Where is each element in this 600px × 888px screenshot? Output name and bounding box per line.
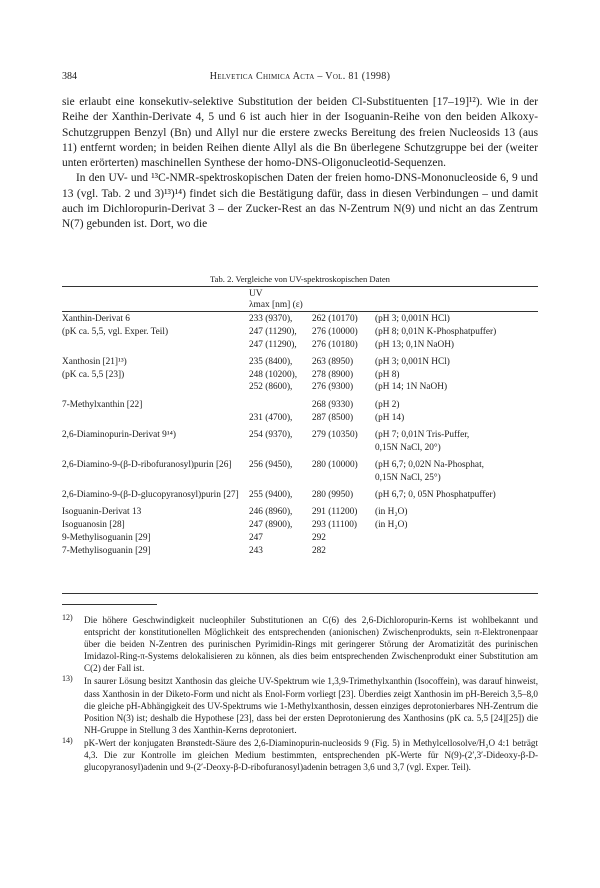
table-cell-c0: 2,6-Diaminopurin-Derivat 9¹⁴) xyxy=(62,429,176,440)
table-cell-c1: 247 (11290), xyxy=(249,326,297,337)
table-cell-c1: 256 (9450), xyxy=(249,459,293,470)
table-cell-c1: 247 xyxy=(249,532,263,543)
table-row xyxy=(62,394,538,411)
table-row xyxy=(62,472,538,485)
table-cell-c0 xyxy=(62,381,249,394)
table-cell-c3: 0,15N NaCl, 20°) xyxy=(375,442,441,453)
table-cell-c0: 2,6-Diamino-9-(β-D-ribofuranosyl)purin [26] xyxy=(62,459,232,470)
table-cell-c2: 268 (9330) xyxy=(312,399,354,410)
table-cell-c3: (pH 3; 0,001N HCl) xyxy=(375,356,450,367)
journal-title: Helvetica Chimica Acta – Vol. 81 (1998) xyxy=(209,71,391,82)
table-cell-c1: 254 (9370), xyxy=(249,429,293,440)
footnote-number: 12) xyxy=(62,613,73,622)
table-cell-c0 xyxy=(62,472,249,485)
table-cell-c3: (in H₂O) xyxy=(375,520,408,531)
table-cell-c1: 235 (8400), xyxy=(249,356,293,367)
table-caption: Tab. 2. Vergleiche von UV-spektroskopischen Daten xyxy=(210,274,390,284)
table-head-rule xyxy=(62,311,538,312)
table-cell-c2: 292 xyxy=(312,532,326,543)
table-cell-c3: (pH 3; 0,001N HCl) xyxy=(375,314,450,324)
table-cell-c1 xyxy=(249,442,312,455)
footnote-text: pK-Wert der konjugaten Brønstedt-Säure des 2,6-Diaminopurin-nucleosids 9 (Fig. 5) in Methylcellosolve/H₂O 4:1 beträgt 4,3. Die zur Kontrolle im gleichen Medium bestimmten, entsprechenden pK-Werte für N(9)-(2′,3′-Dideoxy-β-D-glucopyranosyl)adenin und 9-(2′-Deoxy-β-D-ribofuranosyl)adenin betragen 3,6 und 3,7 (vgl. Exper. Teil). xyxy=(84,737,538,773)
table-cell-c0: (pK ca. 5,5, vgl. Exper. Teil) xyxy=(62,326,169,337)
page-number: 384 xyxy=(62,71,77,82)
table-cell-c2: 276 (10000) xyxy=(312,326,358,337)
table-row xyxy=(62,545,538,558)
table-cell-c0: 2,6-Diamino-9-(β-D-glucopyranosyl)purin [27] xyxy=(62,490,239,501)
table-cell-c3: (pH 8; 0,01N K-Phosphatpuffer) xyxy=(375,326,497,337)
table-cell-c1: 255 (9400), xyxy=(249,490,293,501)
table-cell-c0: 9-Methylisoguanin [29] xyxy=(62,532,151,543)
table-cell-c2: 278 (8900) xyxy=(312,369,354,380)
table-cell-c3: (pH 6,7; 0,02N Na-Phosphat, xyxy=(375,459,484,470)
table-cell-c1: 252 (8600), xyxy=(249,382,293,393)
column-head-uv: UV xyxy=(249,289,263,299)
table-cell-c3: (pH 14; 1N NaOH) xyxy=(375,382,448,393)
column-head-lambda: λmax [nm] (ε) xyxy=(249,300,303,310)
table-cell-c2: 293 (11100) xyxy=(312,520,358,531)
footnote xyxy=(62,737,538,773)
table-cell-c3: (in H₂O) xyxy=(375,507,408,518)
table-cell-c0: Xanthin-Derivat 6 xyxy=(62,314,130,324)
table-cell-c1: 247 (8900), xyxy=(249,520,293,531)
table-cell-c0: Isoguanosin [28] xyxy=(62,520,125,531)
table-cell-c2: 282 xyxy=(312,545,326,556)
footnote-number: 14) xyxy=(62,735,73,745)
table-cell-c1: 233 (9370), xyxy=(249,314,293,324)
table-cell-c0 xyxy=(62,339,249,352)
table-top-rule xyxy=(62,286,538,287)
table-row xyxy=(62,502,538,519)
table-row xyxy=(62,454,538,471)
table-row xyxy=(62,339,538,352)
table-cell-c2: 276 (9300) xyxy=(312,382,354,393)
table-cell-c0 xyxy=(62,442,249,455)
table-row xyxy=(62,412,538,425)
table-cell-c1: 243 xyxy=(249,545,263,556)
table-cell-c0 xyxy=(62,412,249,425)
uv-data-table xyxy=(62,313,538,558)
footnotes xyxy=(62,614,538,774)
paragraph-1: sie erlaubt eine konsekutiv-selektive Substitution der beiden Cl-Substituenten [17–19]¹²). Wie in der Reihe der Xanthin-Derivate 4, 5 und 6 ist auch hier in der Isoguanin-Reihe von den beiden Alkoxy-Schutzgruppen Benzyl (Bn) und Allyl nur die erstere zwecks Bereitung des freien Nucleosids 13 (aus 11) entfernt worden; in beiden Reihen diente Allyl als die Bn überlegene Schutzgruppe bei der (weiter unten erörterten) maschinellen Synthese der homo-DNS-Oligonucleotid-Sequenzen. xyxy=(62,96,538,170)
footnote xyxy=(62,614,538,674)
table-cell-c3: (pH 2) xyxy=(375,399,400,410)
table-row xyxy=(62,442,538,455)
table-cell-c3 xyxy=(375,532,538,545)
table-cell-c2: 263 (8950) xyxy=(312,356,354,367)
footnote xyxy=(62,675,538,735)
table-cell-c0: 7-Methylxanthin [22] xyxy=(62,399,143,410)
table-cell-c2: 280 (9950) xyxy=(312,490,354,501)
paragraph-2: In den UV- und ¹³C-NMR-spektroskopischen Daten der freien homo-DNS-Mononucleoside 6, 9 und 13 (vgl. Tab. 2 und 3)¹³)¹⁴) findet sich die Bestätigung dafür, dass in diesen Verbindungen – und damit auch im Dichloropurin-Derivat 3 – der Zucker-Rest an das N-Zentrum N(9) und nicht an das Zentrum N(7) gebunden ist. Dort, wo die xyxy=(62,172,538,231)
table-cell-c0: Xanthosin [21]¹³) xyxy=(62,356,127,367)
table-cell-c2: 287 (8500) xyxy=(312,412,354,423)
table-cell-c0: 7-Methylisoguanin [29] xyxy=(62,545,151,556)
table-cell-c2: 262 (10170) xyxy=(312,314,358,324)
table-cell-c2 xyxy=(312,442,375,455)
footnote-text: Die höhere Geschwindigkeit nucleophiler Substitutionen an C(6) des 2,6-Dichloropurin-Kerns ist wohlbekannt und entspricht der konstitutionellen Möglichkeit des entsprechenden (anionischen) Zwischenprodukts, sein π-Elektronenpaar über die beiden N-Zentren des purinischen Pyrimidin-Rings mit geringerer Störung der Aromatizität des purinischen Imidazol-Ring-π-Systems delokalisieren zu können, als dies beim entsprechenden Zwischenprodukt einer Substitution am C(2) der Fall ist. xyxy=(84,615,538,674)
table-cell-c3: (pH 6,7; 0, 05N Phosphatpuffer) xyxy=(375,490,496,501)
table-cell-c3: (pH 13; 0,1N NaOH) xyxy=(375,339,455,350)
table-row xyxy=(62,424,538,441)
table-cell-c0: (pK ca. 5,5 [23]) xyxy=(62,369,125,380)
table-row xyxy=(62,313,538,326)
table-cell-c3: 0,15N NaCl, 25°) xyxy=(375,472,441,483)
table-cell-c3: (pH 8) xyxy=(375,369,400,380)
table-cell-c0: Isoguanin-Derivat 13 xyxy=(62,507,142,518)
table-cell-c1 xyxy=(249,472,312,485)
table-row xyxy=(62,519,538,532)
table-cell-c1: 246 (8960), xyxy=(249,507,293,518)
page-header xyxy=(62,71,538,82)
table-row xyxy=(62,326,538,339)
table-cell-c2: 276 (10180) xyxy=(312,339,358,350)
table-cell-c1 xyxy=(249,394,312,411)
table-cell-c1: 231 (4700), xyxy=(249,412,293,423)
table-cell-c2 xyxy=(312,472,375,485)
table-cell-c1: 248 (10200), xyxy=(249,369,298,380)
table-cell-c3: (pH 7; 0,01N Tris-Puffer, xyxy=(375,429,470,440)
table-cell-c2: 280 (10000) xyxy=(312,459,358,470)
table-bottom-rule xyxy=(62,593,538,594)
footnote-text: In saurer Lösung besitzt Xanthosin das gleiche UV-Spektrum wie 1,3,9-Trimethylxanthin (Isocoffein), was darauf hinweist, dass Xanthosin in der Diketo-Form und nicht als Enol-Form vorliegt [23]. Überdies zeigt Xanthosin im pH-Bereich 3,5–8,0 die gleiche pH-Abhängigkeit des UV-Spektrums wie 1-Methylxanthosin, dessen einziges deprotonierbares NH-Zentrum die Position N(3) ist; deshalb die Hypothese [23], dass bei der ersten Deprotonierung des Xanthosins (pK ca. 5,5 [24][25]) die NH-Gruppe in Stellung 3 des Xanthin-Kerns deprotoniert. xyxy=(84,676,538,735)
table-row xyxy=(62,485,538,502)
table-row xyxy=(62,532,538,545)
table-row xyxy=(62,381,538,394)
footnote-number: 13) xyxy=(62,674,73,684)
body-text xyxy=(62,95,538,233)
table-cell-c2: 279 (10350) xyxy=(312,429,358,440)
table-row xyxy=(62,351,538,368)
table-cell-c2: 291 (11200) xyxy=(312,507,358,518)
footnote-rule xyxy=(62,604,157,605)
table-cell-c1: 247 (11290), xyxy=(249,339,297,350)
table-cell-c3 xyxy=(375,545,538,558)
table-cell-c3: (pH 14) xyxy=(375,412,405,423)
table-row xyxy=(62,369,538,382)
